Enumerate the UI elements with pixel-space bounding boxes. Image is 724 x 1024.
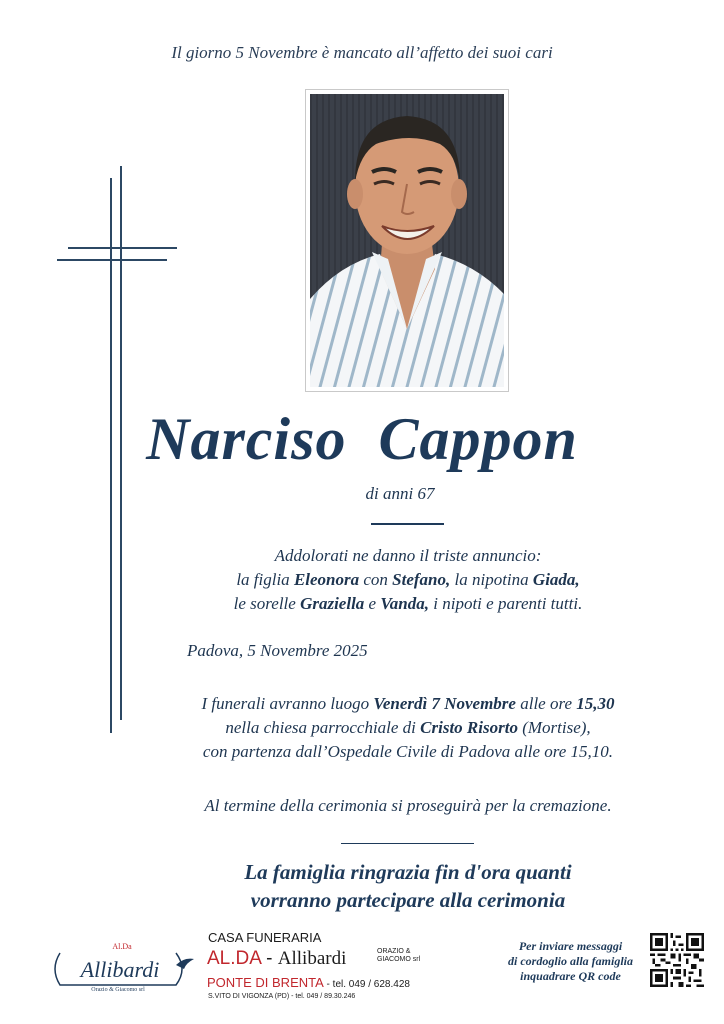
first-name: Narciso bbox=[146, 406, 347, 472]
funeral-line bbox=[0, 692, 724, 716]
portrait-image bbox=[310, 94, 504, 387]
funeral-date: Venerdì 7 Novembre bbox=[373, 694, 516, 713]
thanks-line: La famiglia ringrazia fin d'ora quanti bbox=[244, 860, 572, 884]
text: alle ore bbox=[515, 694, 577, 713]
logo-top-text: Al.Da bbox=[112, 942, 132, 951]
church-name: Cristo Risorto bbox=[420, 718, 518, 737]
deceased-name bbox=[0, 405, 724, 474]
casa-funeraria-label: CASA FUNERARIA bbox=[208, 930, 322, 945]
announcement-line: Addolorati ne danno il triste annuncio: bbox=[274, 546, 542, 565]
ponte-contact bbox=[207, 975, 410, 990]
last-name: Cappon bbox=[378, 406, 578, 472]
thanks-message bbox=[0, 858, 724, 914]
qr-line: di cordoglio alla famiglia bbox=[508, 954, 633, 968]
relative-name: Giada, bbox=[532, 570, 580, 589]
text: (Mortise), bbox=[517, 718, 591, 737]
relative-name: Stefano, bbox=[392, 570, 451, 589]
funeral-time: 15,30 bbox=[576, 694, 615, 713]
phone-number: - tel. 049 / 628.428 bbox=[323, 979, 410, 990]
company-allibardi: Allibardi bbox=[277, 948, 347, 969]
funeral-line: con partenza dall’Ospedale Civile di Padova alle ore 15,10. bbox=[202, 742, 614, 761]
announcement-line bbox=[0, 568, 724, 592]
qr-instructions bbox=[500, 939, 641, 984]
funeral-line bbox=[0, 716, 724, 740]
svito-contact: S.VITO DI VIGONZA (PD) - tel. 049 / 89.30.246 bbox=[208, 993, 356, 1000]
announcement-line bbox=[0, 592, 724, 616]
owners-line: GIACOMO srl bbox=[377, 956, 421, 963]
text: con bbox=[359, 570, 393, 589]
divider bbox=[341, 843, 474, 844]
funeral-info bbox=[0, 692, 724, 764]
owners bbox=[377, 948, 420, 964]
location-ponte: PONTE DI BRENTA bbox=[207, 975, 324, 990]
relative-name: Graziella bbox=[300, 594, 365, 613]
text: - bbox=[260, 948, 278, 969]
qr-code-icon[interactable] bbox=[650, 933, 704, 987]
thanks-line: vorranno partecipare alla cerimonia bbox=[250, 888, 566, 912]
text: le sorelle bbox=[233, 594, 301, 613]
intro-text: Il giorno 5 Novembre è mancato all’affetto dei suoi cari bbox=[171, 43, 553, 62]
allibardi-logo bbox=[48, 939, 196, 995]
owners-line: ORAZIO & bbox=[377, 948, 411, 955]
logo-main-text: Allibardi bbox=[80, 957, 160, 982]
text: nella chiesa parrocchiale di bbox=[225, 718, 421, 737]
relative-name: Vanda, bbox=[380, 594, 430, 613]
text: i nipoti e parenti tutti. bbox=[429, 594, 583, 613]
company-alda: AL.DA bbox=[207, 948, 261, 969]
company-name bbox=[207, 948, 346, 970]
qr-line: inquadrare QR code bbox=[520, 969, 621, 983]
relative-name: Eleonora bbox=[293, 570, 360, 589]
text: la figlia bbox=[236, 570, 294, 589]
dove-icon bbox=[176, 959, 194, 969]
qr-line: Per inviare messaggi bbox=[518, 939, 623, 953]
text: I funerali avranno luogo bbox=[201, 694, 374, 713]
age-text: di anni 67 bbox=[365, 484, 435, 503]
announcement bbox=[0, 544, 724, 616]
cremation-note: Al termine della cerimonia si proseguirà per la cremazione. bbox=[204, 796, 612, 815]
portrait-photo bbox=[305, 89, 509, 392]
logo-sub-text: Orazio & Giacomo srl bbox=[91, 987, 145, 993]
place-date: Padova, 5 Novembre 2025 bbox=[187, 641, 368, 660]
text: la nipotina bbox=[450, 570, 533, 589]
divider bbox=[371, 523, 444, 525]
text: e bbox=[364, 594, 381, 613]
